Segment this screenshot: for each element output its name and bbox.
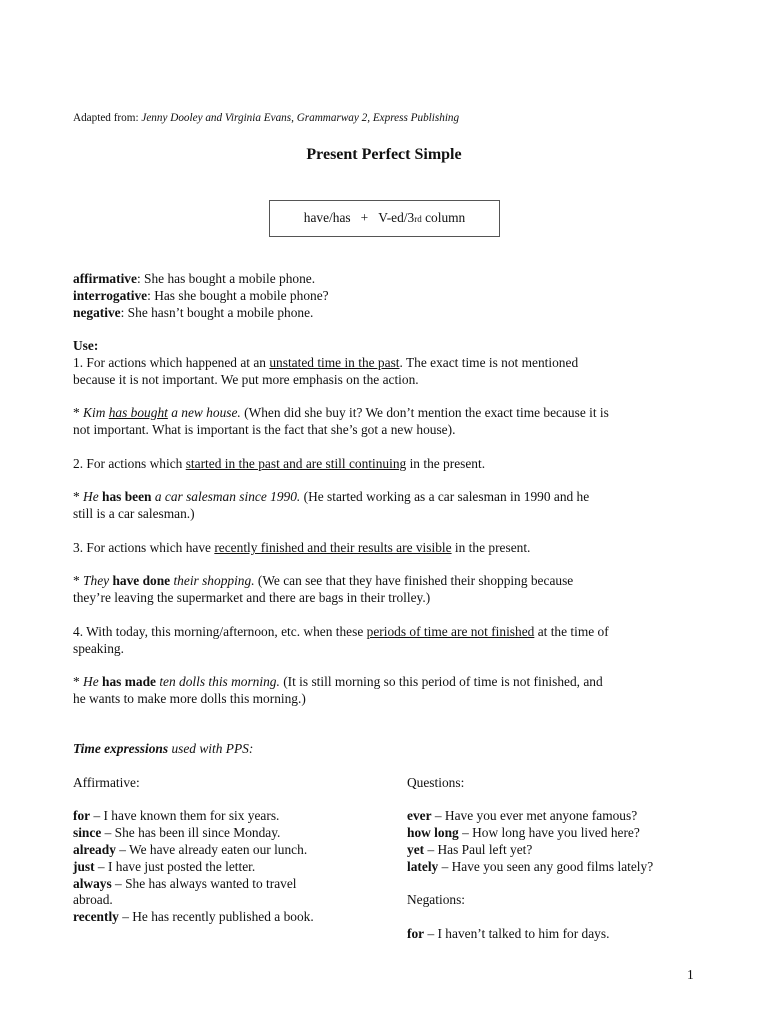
use-text: 3. For actions which have [73, 540, 215, 555]
page-number: 1 [687, 967, 694, 982]
item-text: – Have you ever met anyone famous? [431, 808, 638, 823]
example-verb: has been [102, 489, 152, 504]
item-text: – He has recently published a book. [118, 909, 314, 924]
item-text: – We have already eaten our lunch. [115, 842, 308, 857]
use-1-line-1 [73, 355, 703, 372]
use-3-line-1 [73, 540, 703, 557]
example-3-line-1 [73, 573, 703, 590]
example-explanation: (It is still morning so this period of time is not finished, and [279, 674, 603, 689]
form-interrogative [73, 288, 703, 305]
example-explanation: (He started working as a car salesman in 1990 and he [300, 489, 590, 504]
affirmative-label: Affirmative: [73, 775, 140, 790]
example-italic: their shopping. [170, 573, 255, 588]
example-italic: Kim [83, 405, 109, 420]
use-text: . The exact time is not mentioned [399, 355, 579, 370]
formula-box: have/has + V-ed/3 rd column [269, 200, 500, 237]
keyword: just [73, 859, 95, 874]
item-text: – Have you seen any good films lately? [438, 859, 654, 874]
keyword: for [407, 926, 425, 941]
use-underlined: periods of time are not finished [366, 624, 535, 639]
form-label: affirmative [73, 271, 137, 286]
example-italic: ten dolls this morning. [155, 674, 280, 689]
keyword: yet [407, 842, 425, 857]
item-text: – She has been ill since Monday. [101, 825, 281, 840]
example-star: * [73, 573, 84, 588]
use-text: in the present. [451, 540, 531, 555]
example-4-line-2: he wants to make more dolls this morning.) [73, 691, 306, 706]
keyword: ever [407, 808, 432, 823]
time-expressions-heading [73, 741, 703, 758]
affirmative-item [73, 876, 297, 893]
example-italic: a new house. [167, 405, 241, 420]
use-text: 4. With today, this morning/afternoon, etc. when these [73, 624, 367, 639]
example-4-line-1 [73, 674, 703, 691]
example-star: * [73, 674, 84, 689]
form-affirmative [73, 271, 703, 288]
form-text: : She has bought a mobile phone. [136, 271, 316, 286]
form-negative [73, 305, 703, 322]
use-4-line-2: speaking. [73, 641, 124, 656]
use-text: 1. For actions which happened at an [73, 355, 270, 370]
formula-have-has: have/has [303, 210, 351, 226]
negations-label: Negations: [407, 892, 466, 907]
use-2-line-1 [73, 456, 703, 473]
example-verb: have done [112, 573, 171, 588]
question-item [407, 825, 727, 842]
form-text: : She hasn’t bought a mobile phone. [120, 305, 314, 320]
keyword: since [73, 825, 102, 840]
example-3-line-2: they’re leaving the supermarket and there are bags in their trolley.) [73, 590, 431, 605]
source-citation: Jenny Dooley and Virginia Evans, Grammarway 2, Express Publishing [141, 112, 460, 124]
question-item [407, 842, 727, 859]
use-text: 2. For actions which [73, 456, 186, 471]
item-text: – How long have you lived here? [458, 825, 640, 840]
formula-verb: V-ed/3 [378, 210, 415, 226]
affirmative-item [73, 909, 314, 926]
affirmative-item [73, 859, 255, 876]
use-heading-text: Use: [73, 338, 99, 353]
formula-plus: + [360, 210, 369, 226]
example-2-line-2: still is a car salesman.) [73, 506, 195, 521]
example-italic: a car salesman since 1990. [151, 489, 301, 504]
use-underlined: unstated time in the past [269, 355, 400, 370]
example-verb: has made [102, 674, 156, 689]
question-item [407, 859, 727, 876]
example-explanation: (When did she buy it? We don’t mention the exact time because it is [240, 405, 609, 420]
example-italic: They [83, 573, 113, 588]
source-line [73, 111, 703, 125]
affirmative-item [73, 842, 307, 859]
keyword: always [73, 876, 112, 891]
item-text: – I have just posted the letter. [94, 859, 256, 874]
use-heading [73, 338, 703, 355]
form-label: interrogative [73, 288, 148, 303]
form-label: negative [73, 305, 121, 320]
keyword: how long [407, 825, 459, 840]
time-expressions-bold: Time expressions [73, 741, 169, 756]
example-italic: He [83, 674, 103, 689]
affirmative-item [73, 808, 279, 825]
keyword: already [73, 842, 116, 857]
page-title: Present Perfect Simple [306, 146, 462, 163]
source-prefix: Adapted from: [73, 112, 142, 124]
item-text: – I have known them for six years. [90, 808, 280, 823]
example-explanation: (We can see that they have finished their shopping because [254, 573, 574, 588]
example-verb: has bought [108, 405, 168, 420]
use-underlined: recently finished and their results are visible [214, 540, 452, 555]
negation-item [407, 926, 727, 943]
keyword: lately [407, 859, 439, 874]
example-2-line-1 [73, 489, 703, 506]
use-4-line-1 [73, 624, 703, 641]
example-1-line-2: not important. What is important is the fact that she’s got a new house). [73, 422, 456, 437]
item-text: – She has always wanted to travel [111, 876, 297, 891]
use-text: in the present. [406, 456, 486, 471]
use-underlined: started in the past and are still continuing [185, 456, 407, 471]
example-star: * [73, 405, 84, 420]
example-italic: He [83, 489, 103, 504]
use-1-line-2: because it is not important. We put more emphasis on the action. [73, 372, 419, 387]
time-expressions-rest: used with PPS: [168, 741, 254, 756]
item-text: – I haven’t talked to him for days. [424, 926, 610, 941]
formula-column: column [421, 210, 466, 226]
question-item [407, 808, 727, 825]
example-1-line-1 [73, 405, 703, 422]
use-text: at the time of [534, 624, 609, 639]
affirmative-item-continuation: abroad. [73, 892, 113, 907]
keyword: recently [73, 909, 119, 924]
keyword: for [73, 808, 91, 823]
affirmative-item [73, 825, 280, 842]
form-text: : Has she bought a mobile phone? [147, 288, 329, 303]
example-star: * [73, 489, 84, 504]
questions-label: Questions: [407, 775, 465, 790]
item-text: – Has Paul left yet? [424, 842, 533, 857]
